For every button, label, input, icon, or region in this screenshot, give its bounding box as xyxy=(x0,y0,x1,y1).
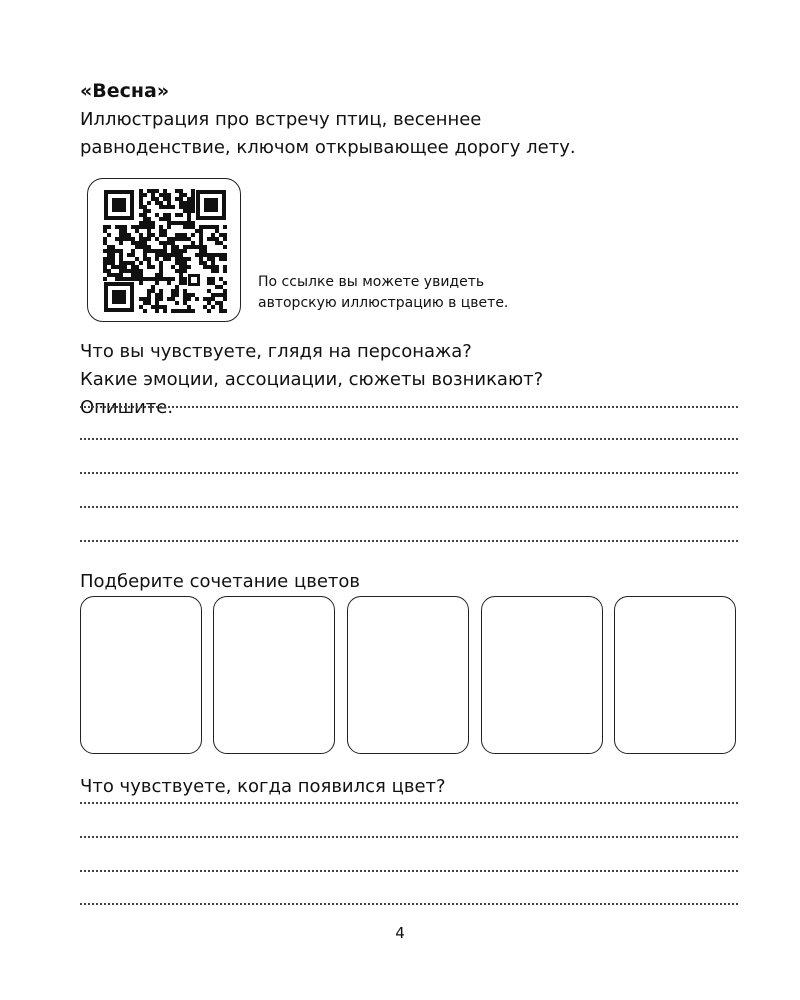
qr-code-card[interactable] xyxy=(87,178,241,322)
qr-code-icon xyxy=(102,188,228,314)
answer-line[interactable] xyxy=(80,472,738,474)
qr-caption-line-2: авторскую иллюстрацию в цвете. xyxy=(258,295,509,311)
answer-line[interactable] xyxy=(80,802,738,804)
color-swatch-4[interactable] xyxy=(481,596,603,754)
description-line-1: Иллюстрация про встречу птиц, весеннее xyxy=(80,109,482,130)
color-swatch-3[interactable] xyxy=(347,596,469,754)
answer-line[interactable] xyxy=(80,506,738,508)
question-line-3: Опишите. xyxy=(80,397,174,418)
color-swatch-1[interactable] xyxy=(80,596,202,754)
question-line-2: Какие эмоции, ассоциации, сюжеты возникают? xyxy=(80,369,544,390)
answer-line[interactable] xyxy=(80,870,738,872)
qr-caption xyxy=(258,272,508,314)
question-line-1: Что вы чувствуете, глядя на персонажа? xyxy=(80,341,472,362)
color-swatch-2[interactable] xyxy=(213,596,335,754)
description xyxy=(80,106,576,162)
answer-line[interactable] xyxy=(80,406,738,408)
qr-caption-line-1: По ссылке вы можете увидеть xyxy=(258,274,485,290)
color-swatch-5[interactable] xyxy=(614,596,736,754)
color-question: Что чувствуете, когда появился цвет? xyxy=(80,776,446,797)
question-block xyxy=(80,338,543,422)
answer-line[interactable] xyxy=(80,438,738,440)
answer-line[interactable] xyxy=(80,836,738,838)
page-number: 4 xyxy=(395,924,405,942)
palette-label: Подберите сочетание цветов xyxy=(80,571,361,592)
answer-line[interactable] xyxy=(80,540,738,542)
page-title: «Весна» xyxy=(80,80,170,102)
description-line-2: равноденствие, ключом открывающее дорогу лету. xyxy=(80,137,576,158)
answer-line[interactable] xyxy=(80,903,738,905)
